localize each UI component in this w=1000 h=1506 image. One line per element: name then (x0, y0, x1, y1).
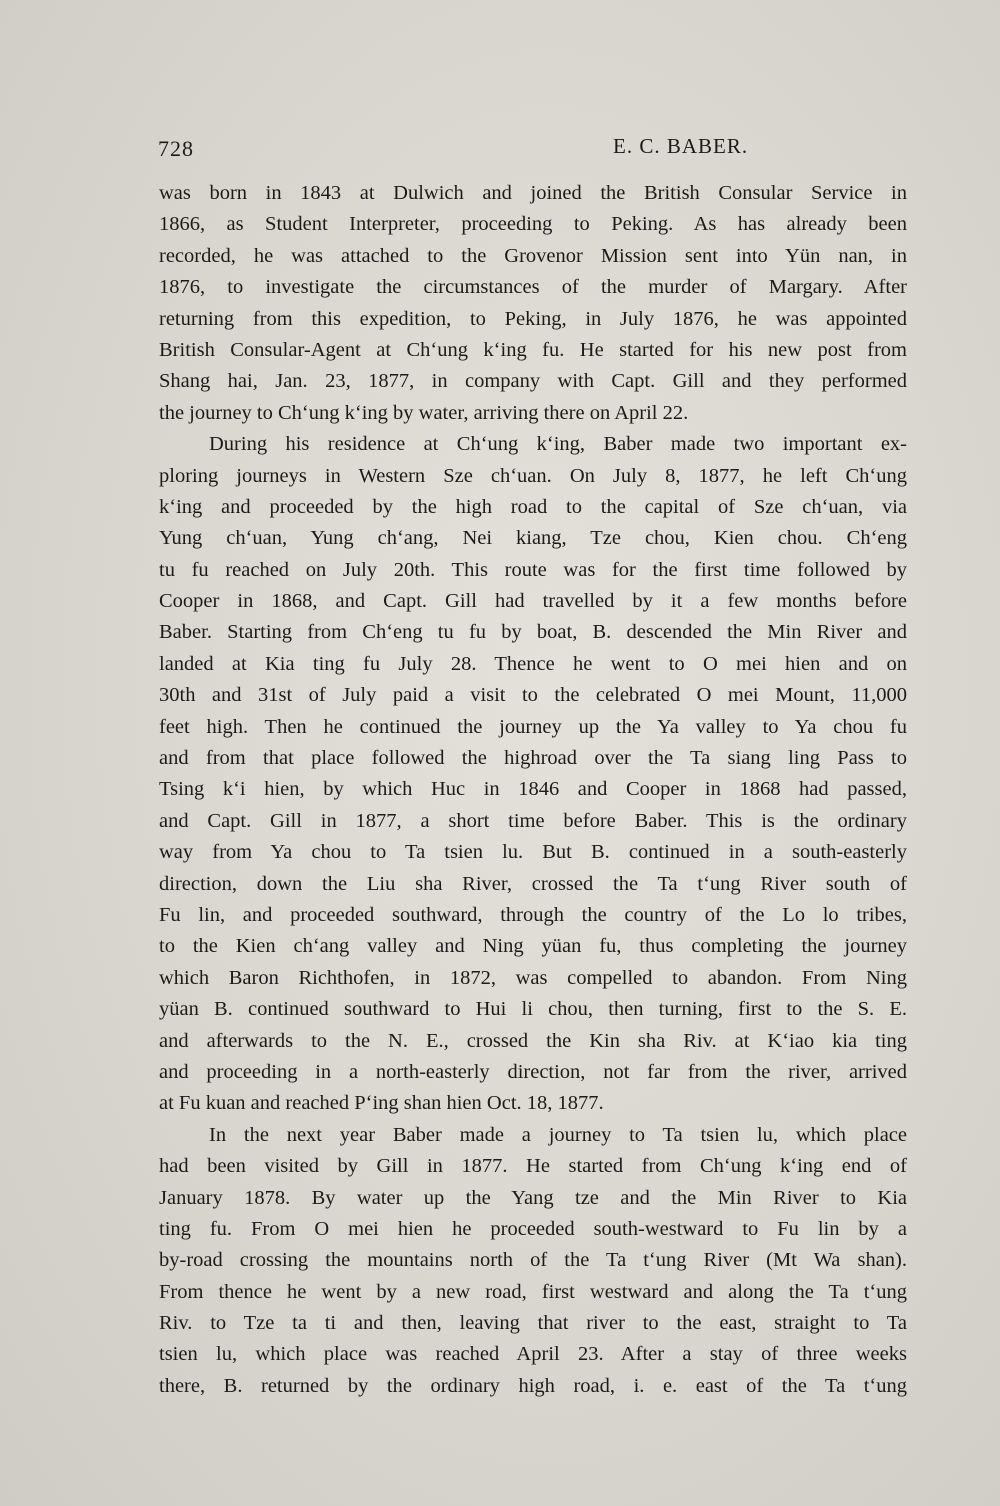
text-line: the journey to Chʻung kʻing by water, arriving there on April 22. (159, 401, 689, 424)
text-line: landed at Kia ting fu July 28. Thence he went to O mei hien and on (159, 652, 907, 675)
text-line: feet high. Then he continued the journey up the Ya valley to Ya chou fu (159, 715, 907, 738)
text-line: yüan B. continued southward to Hui li chou, then turning, first to the S. E. (159, 998, 907, 1021)
text-line: Fu lin, and proceeded southward, through the country of the Lo lo tribes, (159, 903, 907, 926)
text-line: From thence he went by a new road, first westward and along the Ta tʻung (159, 1280, 907, 1303)
text-line: tu fu reached on July 20th. This route was for the first time followed by (159, 558, 907, 581)
text-line: had been visited by Gill in 1877. He started from Chʻung kʻing end of (159, 1155, 907, 1178)
text-line: there, B. returned by the ordinary high road, i. e. east of the Ta tʻung (159, 1374, 907, 1397)
text-line: and afterwards to the N. E., crossed the Kin sha Riv. at Kʻiao kia ting (159, 1029, 907, 1052)
page-header (158, 130, 906, 170)
text-line: and from that place followed the highroad over the Ta siang ling Pass to (159, 747, 907, 770)
text-line: by-road crossing the mountains north of the Ta tʻung River (Mt Wa shan). (159, 1249, 907, 1272)
text-line: ting fu. From O mei hien he proceeded south-westward to Fu lin by a (159, 1217, 907, 1240)
text-line: was born in 1843 at Dulwich and joined the British Consular Service in (159, 182, 907, 204)
text-line: at Fu kuan and reached Pʻing shan hien Oct. 18, 1877. (159, 1092, 604, 1115)
running-head: E. C. BABER. (613, 134, 749, 158)
text-line: and Capt. Gill in 1877, a short time before Baber. This is the ordinary (159, 809, 907, 832)
text-line: and proceeding in a north-easterly direction, not far from the river, arrived (159, 1060, 907, 1083)
text-line: kʻing and proceeded by the high road to the capital of Sze chʻuan, via (159, 495, 907, 518)
text-line: which Baron Richthofen, in 1872, was compelled to abandon. From Ning (159, 966, 907, 989)
text-line: Riv. to Tze ta ti and then, leaving that river to the east, straight to Ta (159, 1312, 907, 1335)
body-text (159, 178, 907, 1402)
text-line: 1876, to investigate the circumstances of the murder of Margary. After (159, 276, 907, 299)
text-line: to the Kien chʻang valley and Ning yüan fu, thus completing the journey (159, 935, 907, 958)
text-line: January 1878. By water up the Yang tze and the Min River to Kia (159, 1186, 907, 1209)
text-line: ploring journeys in Western Sze chʻuan. On July 8, 1877, he left Chʻung (159, 464, 907, 487)
text-line: way from Ya chou to Ta tsien lu. But B. continued in a south-easterly (159, 841, 907, 864)
text-line: tsien lu, which place was reached April 23. After a stay of three weeks (159, 1343, 907, 1366)
text-line: British Consular-Agent at Chʻung kʻing fu. He started for his new post from (159, 338, 907, 361)
text-line: Baber. Starting from Chʻeng tu fu by boat, B. descended the Min River and (159, 621, 907, 644)
text-line: direction, down the Liu sha River, crossed the Ta tʻung River south of (159, 872, 907, 895)
text-line: returning from this expedition, to Peking, in July 1876, he was appointed (159, 307, 907, 330)
text-line: 30th and 31st of July paid a visit to the celebrated O mei Mount, 11,000 (159, 684, 907, 707)
text-line: In the next year Baber made a journey to Ta tsien lu, which place (209, 1123, 907, 1146)
text-line: Cooper in 1868, and Capt. Gill had travelled by it a few months before (159, 590, 907, 613)
page-number: 728 (158, 136, 194, 161)
text-line: Tsing kʻi hien, by which Huc in 1846 and Cooper in 1868 had passed, (159, 778, 907, 801)
text-line: During his residence at Chʻung kʻing, Baber made two important ex- (209, 433, 907, 456)
text-line: Shang hai, Jan. 23, 1877, in company with Capt. Gill and they performed (159, 370, 907, 393)
text-line: recorded, he was attached to the Grovenor Mission sent into Yün nan, in (159, 244, 907, 267)
text-line: 1866, as Student Interpreter, proceeding to Peking. As has already been (159, 213, 907, 236)
text-line: Yung chʻuan, Yung chʻang, Nei kiang, Tze chou, Kien chou. Chʻeng (159, 527, 907, 550)
